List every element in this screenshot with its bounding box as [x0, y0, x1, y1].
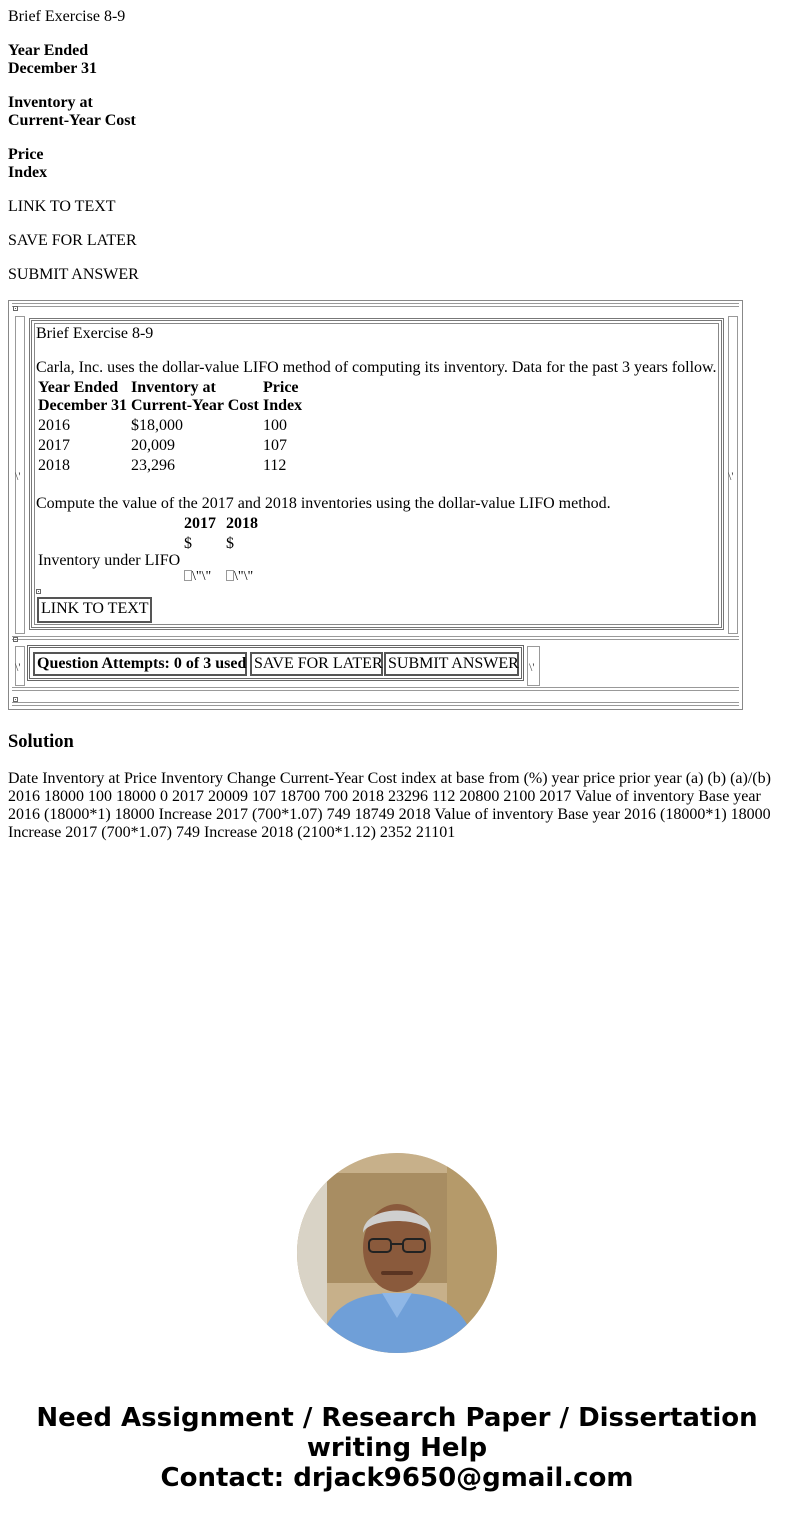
- answer-input-2017-alt: \"\": [192, 569, 212, 584]
- frame-divider-lower: [12, 687, 739, 691]
- submit-answer-button-label: SUBMIT ANSWER: [385, 653, 518, 675]
- submit-answer-label[interactable]: SUBMIT ANSWER: [8, 266, 139, 283]
- th-price-index: [263, 379, 302, 415]
- cell-year: 2017: [38, 437, 70, 454]
- cell-cost: 20,009: [131, 437, 175, 454]
- frame-quote-left-2: \': [15, 660, 21, 674]
- cell-year: 2016: [38, 417, 70, 434]
- promo-line2: writing Help: [306, 1433, 488, 1463]
- link-to-text-button[interactable]: [37, 597, 152, 623]
- attempts-counter-label: Question Attempts: 0 of 3 used: [34, 653, 246, 675]
- frame-dot-icon: [13, 306, 18, 311]
- problem-instruction: Compute the value of the 2017 and 2018 inventories using the dollar-value LIFO method.: [36, 495, 611, 512]
- submit-answer-button[interactable]: [384, 652, 519, 676]
- cell-cost: $18,000: [131, 417, 183, 434]
- save-for-later-button[interactable]: [250, 652, 383, 676]
- author-avatar: [297, 1153, 497, 1353]
- frame-quote-right-2: \': [529, 660, 535, 674]
- broken-image-icon: [184, 570, 192, 581]
- frame-dot-icon-2: [13, 637, 18, 642]
- attempts-counter: [33, 652, 247, 676]
- dollar-sign-2017: $: [184, 535, 192, 552]
- save-for-later-button-label: SAVE FOR LATER: [251, 653, 382, 675]
- cell-cost: 23,296: [131, 457, 175, 474]
- answer-input-2017[interactable]: [184, 569, 211, 585]
- year-ended-line1: Year Ended: [8, 42, 89, 59]
- inventory-under-lifo-label: Inventory under LIFO: [38, 552, 181, 569]
- promo-banner: [0, 1403, 794, 1493]
- inventory-line2: Current-Year Cost: [8, 112, 136, 129]
- cell-index: 107: [263, 437, 287, 454]
- th-inventory-line1: Inventory at: [131, 379, 216, 396]
- solution-text: Date Inventory at Price Inventory Change Current-Year Cost index at base from (%) year price prior year (a) (b) (a)/(b) 2016 18000 100 18000 0 2017 20009 107 18700 700 2018 23296 112 20800 2100 2017 Value of inventory Base year 2016 (18000*1) 18000 Increase 2017 (700*1.07) 749 18749 2018 Value of inventory Base year 2016 (18000*1) 18000 Increase 2017 (700*1.07) 749 Increase 2018 (2100*1.12) 2352 21101: [8, 770, 771, 841]
- year-ended-line2: December 31: [8, 60, 97, 77]
- solution-heading: Solution: [8, 732, 74, 752]
- price-line1: Price: [8, 146, 44, 163]
- year-ended-heading: [8, 42, 97, 78]
- th-year-line2: December 31: [38, 397, 127, 414]
- save-for-later-label[interactable]: SAVE FOR LATER: [8, 232, 137, 249]
- exercise-title-text: Brief Exercise 8-9: [8, 8, 126, 25]
- cell-year: 2018: [38, 457, 70, 474]
- price-index-heading: [8, 146, 47, 182]
- answer-input-2018[interactable]: [226, 569, 253, 585]
- broken-image-icon: [226, 570, 234, 581]
- price-line2: Index: [8, 164, 48, 181]
- th-price-line2: Index: [263, 397, 303, 414]
- th-year: [38, 379, 127, 415]
- cell-index: 100: [263, 417, 287, 434]
- answer-col-2018: 2018: [226, 515, 258, 532]
- th-inventory: [131, 379, 259, 415]
- cell-index: 112: [263, 457, 287, 474]
- th-inventory-line2: Current-Year Cost: [131, 397, 259, 414]
- promo-line1: Need Assignment / Research Paper / Dissertation: [36, 1403, 758, 1433]
- inventory-line1: Inventory at: [8, 94, 93, 111]
- frame-divider-top: [12, 303, 739, 307]
- frame-quote-right: \': [728, 469, 734, 483]
- author-portrait-icon: [297, 1153, 497, 1353]
- th-price-line1: Price: [263, 379, 299, 396]
- frame-quote-left: \': [15, 469, 21, 483]
- frame-divider-mid: [12, 636, 739, 640]
- inventory-heading: [8, 94, 136, 130]
- problem-description: Carla, Inc. uses the dollar-value LIFO method of computing its inventory. Data for the past 3 years follow.: [36, 359, 717, 376]
- link-to-text-label[interactable]: LINK TO TEXT: [8, 198, 116, 215]
- frame-divider-bottom: [12, 702, 739, 706]
- problem-title: Brief Exercise 8-9: [36, 325, 154, 342]
- answer-input-2018-alt: \"\": [234, 569, 254, 584]
- link-to-text-button-label: LINK TO TEXT: [38, 598, 151, 622]
- dollar-sign-2018: $: [226, 535, 234, 552]
- th-year-line1: Year Ended: [38, 379, 119, 396]
- small-dot-icon: [36, 589, 41, 594]
- answer-col-2017: 2017: [184, 515, 216, 532]
- promo-contact: Contact: drjack9650@gmail.com: [160, 1463, 634, 1493]
